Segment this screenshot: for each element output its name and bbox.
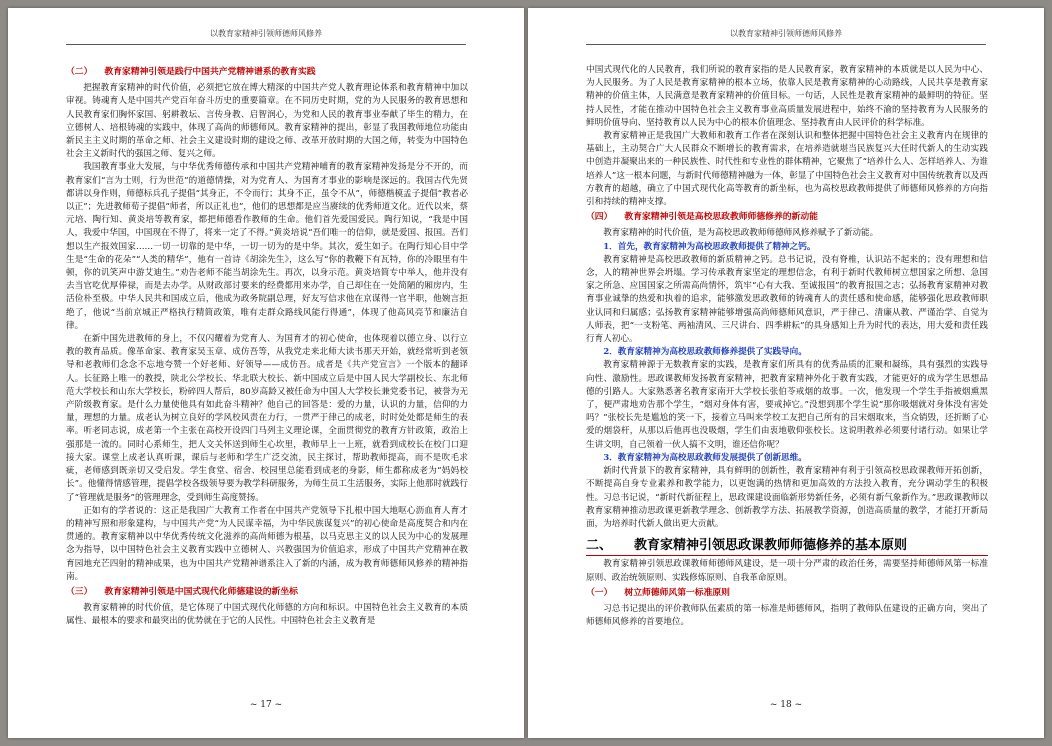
chapter-title: 教育家精神引领思政课教师师德修养的基本原则	[634, 538, 908, 554]
paragraph: 习总书记提出的评价教师队伍素质的第一标准是师德师风，指明了教师队伍建设的正确方向，突出了师德师风修养的首要地位。	[586, 603, 988, 628]
left-page	[8, 8, 524, 738]
paragraph: 把握教育家精神的时代价值，必须把它放在博大精深的中国共产党人教育理论体系和教育精神中加以审视。铸魂育人是中国共产党百年奋斗历史的重要篇章。在不同历史时期，党的为人民服务的教育思想和人民教育家们胸怀家国、躬耕教坛、言传身教、启智润心，为党和人民的教育事业奉献了毕生的精力，在立德树人、培根铸魂的实践中，体现了高尚的师德师风。教育家精神的提出，彰显了我国教师地位功能由新民主主义时期的革命之师、社会主义建设时期的建设之师、改革开放时期的大国之师，转变为中国特色社会主义新时代的强国之师、复兴之师。	[66, 83, 468, 160]
section-number: （三）	[66, 586, 93, 597]
left-page-content	[66, 64, 468, 694]
paragraph: 教育家精神是高校思政教师的新质精神之钙。总书记说，没有脊椎，认识站不起来的；没有理想和信念，人的精神世界会坍塌。学习传承教育家坚定的理想信念，有利于新时代教师树立想国家之所想、急国家之所急、应国国家之所需高尚情怀，筑牢“心有大我、至诚报国”的教育报国之志；弘扬教育家精神对教育事业诚挚的热爱和执着的追求，能够激发思政教师的铸魂育人的责任感和使命感，能够强化思政教师职业认同和归属感；弘扬教育家精神能够增强高尚师德师风意识，严于律己、清廉从教、严谨治学、自觉为人师表，把“一支粉笔、两袖清风、三尺讲台、四季耕耘”的具身感知上升为时代的表达，用大爱和责任践行育人初心。	[586, 254, 988, 345]
paragraph: 正如有的学者说的：这正是我国广大教育工作者在中国共产党领导下扎根中国大地呕心沥血育人育才的精神写照和形象建构，与中国共产党“为人民谋幸福，为中华民族谋复兴”的初心使命是高度契合和内在贯通的。教育家精神以中华优秀传统文化滋养的高尚师德为根基，以马克思主义的以人民为中心的发展理念为指导，以中国特色社会主义教育实践中立德树人、兴教强国为价值追求，形成了中国共产党精神在教育园地充芒四射的精神成果，也为中国共产党精神谱系注入了新的内涵，成为教育师德师风修养的精神指南。	[66, 505, 468, 582]
paragraph: 在新中国先进教师的身上，不仅闪耀着为党育人、为国育才的初心使命，也体现着以德立身、以行立教的教育品质。像革命家、教育家吴玉章、成仿吾等，从我党走来北师大读书那天开始，就经常听到老领导和老教师们念念不忘地夸赞一个好老师、好领导——成仿吾。成者是《共产党宣言》一个版本的翻译人。长征路上唯一的教授，陕北公学校长、华北联大校长、新中国成立后是中国人民大学副校长、东北师范大学校长和山东大学校长，粉碎四人帮后，80岁高龄又被任命为中国人大学校长兼党委书记，被誉为无产阶级教育家。是什么力量使他具有如此奋斗精神？他自己的回答是：爱的力量，认识的力量，信仰的力量，理想的力量。成老认为树立良好的学风校风责在力行，一贯严于律己的成老，时时处处都是师生的表率。听老同志说，成老第一个主张在高校开设四门马列主义理论课，全面贯彻党的教育方针政策，政治上强那是一流的。同时心系师生，把人文关怀送到师生心坎里，教师早上一上班，就看到成校长在校门口迎接大家。课堂上成老认真听课，课后与老师和学生广泛交流，民主探讨，帮助教师提高，而不是吹毛求疵，老师感到既亲切又受启发。学生食堂、宿舍、校园里总能看到成老的身影，师生都称成老为“妈妈校长”。他懂得情感管理，提倡学校各级领导要为教学科研服务，为师生员工生活服务，实际上他那时就践行了“管理就是服务”的管理理念，受到师生高度赞扬。	[66, 334, 468, 503]
paragraph: 中国式现代化的人民教育，我们所说的教育家指的是人民教育家，教育家精神的本质就是以人民为中心、为人民服务。为了人民是教育家精神的根本立场，依靠人民是教育家精神的心动路线，人民共享是教育家精神的价值主体，人民满意是教育家精神的价值目标。一句话，人民性是教育家精神的最鲜明的特征。坚持人民性，才能在推动中国特色社会主义教育事业高质量发展进程中，始终不渝的坚持教育为人民服务的鲜明价值导向、坚持教育以人民为中心的根本价值理念、坚持教育由人民评价的科学标准。	[586, 65, 988, 128]
chapter-heading	[586, 539, 988, 556]
paragraph: 教育家精神源于无数教育家的实践，是教育家们所具有的优秀品质的汇聚和凝练，具有强烈的实践导向性、激励性。思政课教师发扬教育家精神，把教育家精神外化于教育实践，才能更好的成为学生思想品德的引路人。大家熟悉著名教育家南开大学校长张伯苓戒烟的故事。一次，他发现一个学生手指被烟熏黑了，便严肃地劝告那个学生，“烟对身体有害，要戒掉它。”没想到那个学生说“那你吸烟就对身体没有害处吗？”张校长先是尴尬的笑一下，接着立马叫来学校工友把自己所有的吕宋烟取来，当众销毁，还折断了心爱的烟袋杆，从那以后他再也没吸烟，学生们由衷地敬仰张校长。这说明教养必须要付诸行动。如果让学生讲文明，自己领着一伙人搞不文明，谁还信你呢？	[586, 360, 988, 450]
section-number: （一）	[586, 587, 613, 598]
paragraph: 教育家精神引领思政课教师师德师风建设，是一项十分严肃的政治任务，需要坚持师德师风第一标准原则、政治统领原则、实践修炼原则、自我革命原则。	[586, 559, 988, 583]
section-title: 教育家精神引领是高校思政教师师德修养的新动能	[624, 212, 818, 223]
section-number: （二）	[66, 67, 93, 77]
page-number: ~ 17 ~	[249, 700, 283, 710]
page-number: ~ 18 ~	[769, 700, 803, 710]
paragraph: 我国教育事业大发展，与中华优秀师德传承和中国共产党精神哺育的教育家精神发扬是分不开的，而教育家们“言为士则，行为世范”的道德情操，对为党育人、为国育才事业的影响是深远的。我国古代先贤都讲以身作则，师德标兵孔子提倡“其身正，不令而行；其身不正，虽令不从”，师德楷模孟子提倡“教者必以正”；先进教师荀子提倡“师者，所以正礼也”，他们的思想都是应当赓续的优秀师道文化。近代以来，蔡元培、陶行知、黄炎培等教育家，都把师德看作教师的生命。他们首先爱国爱民。陶行知说，“我是中国人，我爱中华国，中国现在不得了，将来一定了不得。”黄炎培说“吾们唯一的信仰，就是爱国、报国。吾们想以生产报效国家……一切一切靠的是中华，一切一切为的是中华。其次，爱生如子。在陶行知心目中学生是“生命的花朵”“人类的精华”，他有一首诗《胡涂先生》，这么写“你的教鞭下有瓦特，你的冷眼里有牛顿，你的讥笑声中游艾迪生。”劝告老师不能当胡涂先生。再次，以身示范。黄炎培简专中举人，他并没有去当官吃优厚俸禄，而是去办学。从财政部讨要来的经费都用来办学，自己却住在一处简陋的厢房内，生活俭朴至极。中华人民共和国成立后，他成为政务院副总理，好友写信求他在京谋得一官半职，他婉言拒绝了，他说“当前京城正严格执行精简政策，唯有走群众路线风能行得通”，体现了他高风亮节和廉洁自律。	[66, 162, 468, 331]
section-title: 教育家精神引领是践行中国共产党精神谱系的教育实践	[104, 67, 316, 77]
right-page-content	[586, 64, 988, 694]
section-heading	[66, 66, 468, 79]
running-header: 以教育家精神引领师德师风修养	[586, 24, 986, 45]
paragraph: 教育家精神正是我国广大教师和教育工作者在深刻认识和整体把握中国特色社会主义教育内在规律的基础上，主动契合广大人民群众不断增长的教育需求，在培养造就堪当民族复兴大任时代新人的生动实践中创造并凝聚出来的一种民族性、时代性和专业性的群体精神，它聚焦了“培养什么人、怎样培养人、为谁培养人”这一根本问题，与新时代师德精神融为一体，彰显了中国特色社会主义教育对中国传统教育以及西方教育的超越，确立了中国式现代化高等教育的新坐标，也为高校思政教师提供了师德师风修养的方向指引和持续的精神支撑。	[586, 131, 988, 208]
section-title: 树立师德师风第一标准原则	[624, 587, 730, 598]
subsection-heading: 3．教育家精神为高校思政教师发展提供了创新思维。	[603, 452, 807, 463]
section-number: （四）	[586, 212, 613, 223]
section-heading	[586, 211, 988, 224]
section-heading	[66, 586, 468, 599]
subsection-heading: 1．首先，教育家精神为高校思政教师提供了精神之钙。	[603, 241, 816, 252]
paragraph: 新时代背景下的教育家精神，具有鲜明的创新性，教育家精神有利于引领高校思政课教师开拓创新，不断提高自身专业素养和教学能力，以更饱满的热情和更加高效的方法投入教育，充分调动学生的积极性。习总书记说，“新时代新征程上，思政课建设面临新形势新任务，必须有新气象新作为。”思政课教师以教育家精神推动思政课更新教学理念、创新教学方法、拓展教学资源，创造高质量的教学，才能打开新局面，为培养时代新人做出更大贡献。	[586, 466, 988, 529]
paragraph: 教育家精神的时代价值，是为高校思政教师师德师风修养赋予了新动能。	[603, 228, 879, 239]
paragraph: 教育家精神的时代价值，是它体现了中国式现代化师德的方向和标识。中国特色社会主义教育的本质属性、最根本的要求和最突出的优势就在于它的人民性。中国特色社会主义教育是	[66, 603, 468, 627]
section-heading	[586, 587, 988, 600]
running-header: 以教育家精神引领师德师风修养	[66, 24, 466, 45]
right-page	[528, 8, 1044, 738]
section-title: 教育家精神引领是中国式现代化师德建设的新坐标	[104, 586, 298, 597]
chapter-number: 二、	[586, 538, 613, 554]
subsection-heading: 2．教育家精神为高校思政教师修养提供了实践导向。	[603, 347, 807, 358]
